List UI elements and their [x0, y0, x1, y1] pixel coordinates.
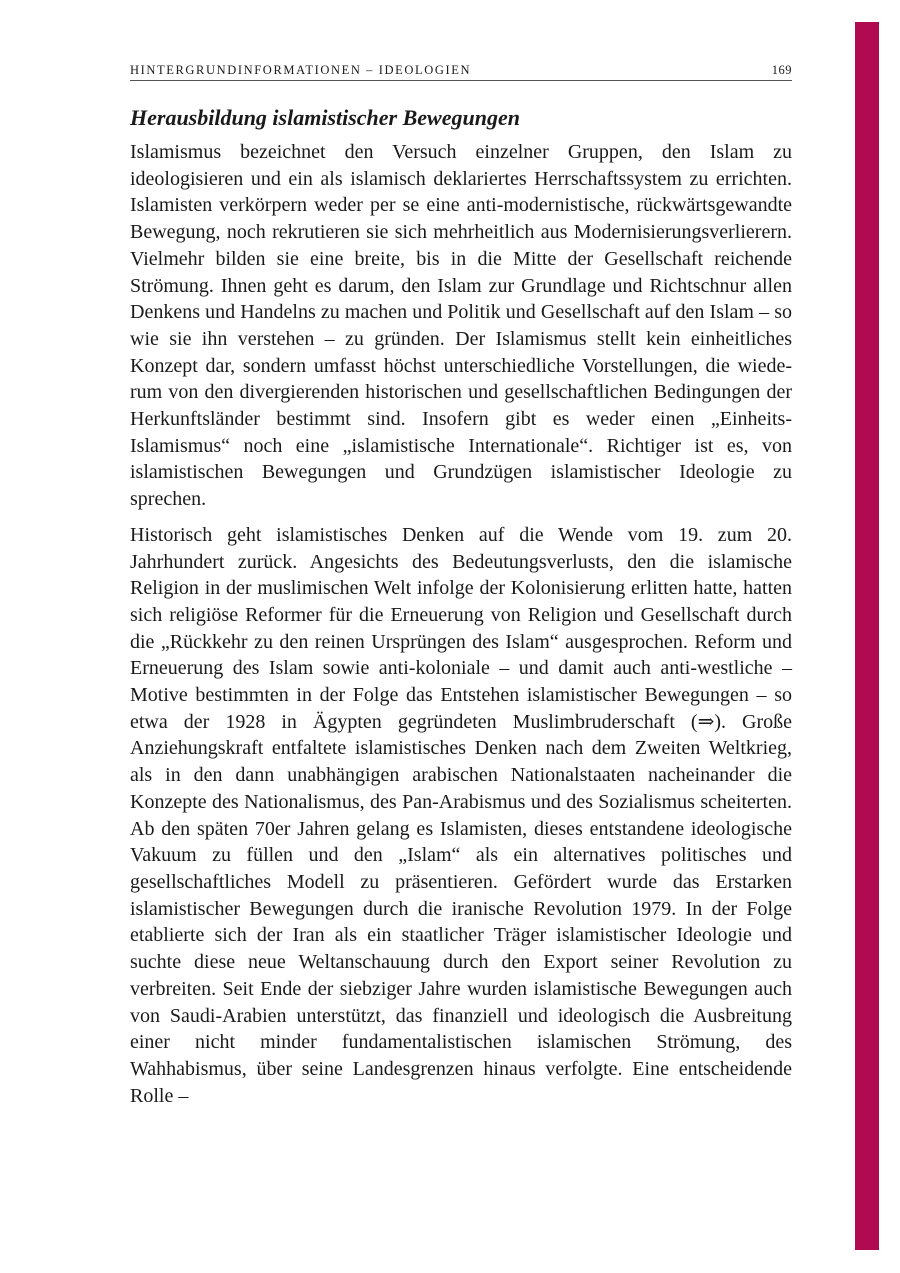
page-body [130, 104, 792, 1118]
chapter-color-tab [855, 22, 879, 1250]
section-heading: Herausbildung islamistischer Bewegungen [130, 105, 520, 130]
running-header [130, 62, 792, 81]
body-paragraph: Historisch geht islamistisches Denken auf die Wende vom 19. zum 20. Jahrhundert zurück. Angesichts des Bedeutungsverlusts, den die islamische Religion in der muslimischen Welt infolge der Kolonisierung erlitten hatte, hatten sich religiöse Reformer für die Erneuerung von Religion und Gesellschaft durch die „Rückkehr zu den reinen Ursprüngen des Islam“ ausgesprochen. Reform und Erneuerung des Islam sowie anti-koloniale – und damit auch anti-westliche – Motive bestimmten in der Folge das Entstehen islamistischer Bewegungen – so etwa der 1928 in Ägypten gegründeten Muslimbruderschaft (⇒). Große Anziehungskraft entfaltete islamistisches Denken nach dem Zweiten Weltkrieg, als in den dann unabhängigen arabischen Nationalstaaten nacheinander die Konzepte des Nationalismus, des Pan-Arabismus und des Sozialismus scheiterten. Ab den späten 70er Jahren gelang es Islamisten, dieses entstandene ideologische Vakuum zu füllen und den „Islam“ als ein alternatives politisches und gesellschaftliches Modell zu präsentieren. Gefördert wurde das Erstarken islamistischer Bewegungen durch die iranische Revolution 1979. In der Folge etablierte sich der Iran als ein staatlicher Träger islamistischer Ideologie und suchte diese neue Weltanschauung durch den Export seiner Revolution zu verbreiten. Seit Ende der siebziger Jahre wurden islamistische Bewegungen auch von Saudi-Arabien unterstützt, das finanziell und ideologisch die Ausbreitung einer nicht minder fundamentalistischen islamischen Strömung, des Wahhabismus, über seine Landesgrenzen hinaus verfolgte. Eine entscheidende Rolle – [130, 523, 792, 1107]
page-number: 169 [771, 63, 792, 77]
header-title: HINTERGRUNDINFORMATIONEN – IDEOLOGIEN [130, 63, 472, 77]
body-paragraph: Islamismus bezeichnet den Versuch einzelner Gruppen, den Islam zu ideologisieren und ein als islamisch deklariertes Herrschaftssystem zu errichten. Islamisten verkörpern weder per se eine anti-modernistische, rückwärtsgewandte Bewegung, noch rekrutieren sie sich mehrheitlich aus Modernisierungsverlierern. Vielmehr bilden sie eine breite, bis in die Mitte der Gesellschaft reichende Strömung. Ihnen geht es darum, den Islam zur Grundlage und Richtschnur allen Denkens und Handelns zu machen und Politik und Gesellschaft auf den Islam – so wie sie ihn verstehen – zu gründen. Der Islamismus stellt kein einheitliches Konzept dar, sondern umfasst höchst unterschiedliche Vorstellungen, die wiederum von den divergierenden historischen und gesellschaftlichen Bedingungen der Herkunftsländer bestimmt sind. Insofern gibt es weder einen „Einheits-Islamismus“ noch eine „islamistische Internationale“. Richtiger ist es, von islamistischen Bewegungen und Grundzügen islamistischer Ideologie zu sprechen. [130, 141, 792, 511]
